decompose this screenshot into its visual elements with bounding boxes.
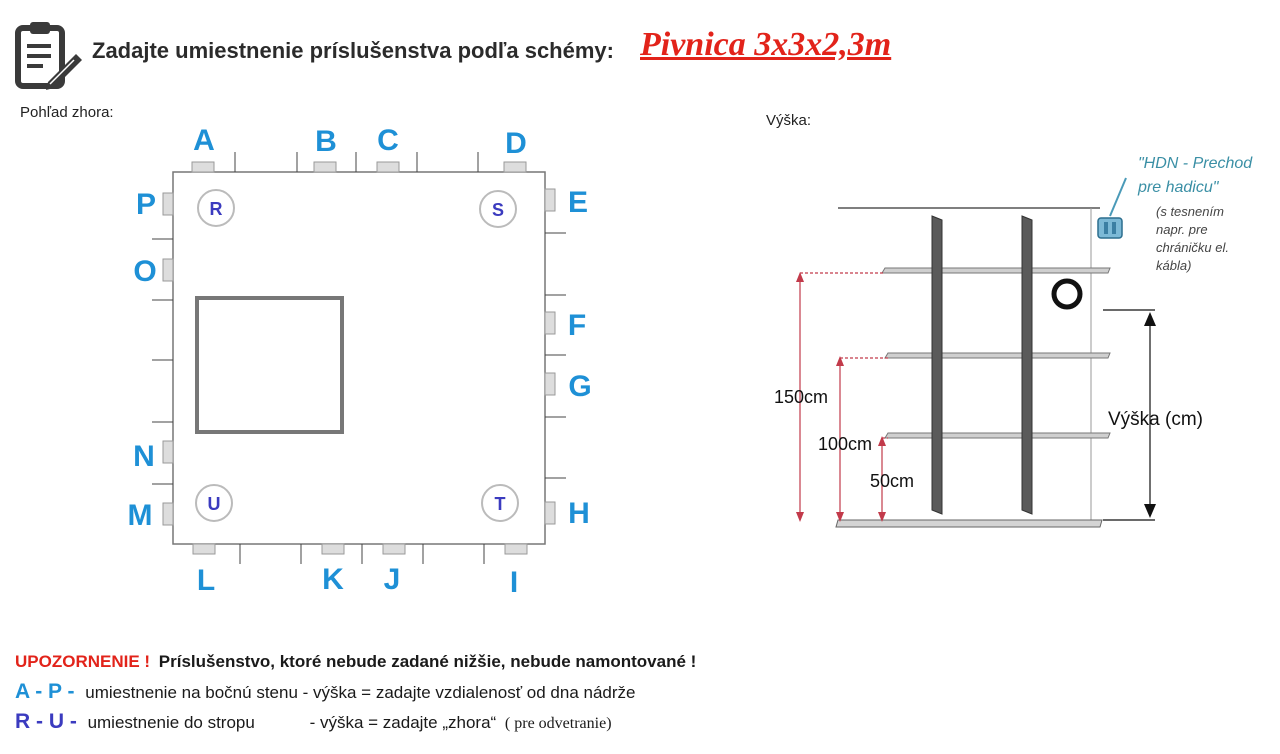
- stub-D: [504, 162, 526, 172]
- top-view-caption: Pohľad zhora:: [20, 104, 114, 121]
- hdn-connector-icon: [1098, 178, 1126, 238]
- stub-K: [322, 544, 344, 554]
- stub-L: [193, 544, 215, 554]
- top-view-diagram: [0, 0, 760, 620]
- stub-I: [505, 544, 527, 554]
- note-r-u-text-b: - výška = zadajte „zhora“: [309, 713, 497, 732]
- side-letter-J: J: [383, 563, 401, 596]
- stub-G: [545, 373, 555, 395]
- side-letter-M: M: [127, 499, 153, 532]
- side-letter-E: E: [567, 186, 589, 219]
- roof-letter-U: U: [207, 494, 221, 514]
- note-r-u-text-c: ( pre odvetranie): [504, 715, 612, 732]
- side-letter-A: A: [193, 124, 215, 157]
- note-r-u-text-a: umiestnenie do stropu: [87, 713, 255, 732]
- warning-row: [15, 652, 696, 672]
- note-row-a-p: [15, 680, 636, 704]
- note-row-r-u: [15, 710, 612, 734]
- side-letter-O: O: [133, 255, 157, 288]
- roof-letter-R: R: [209, 199, 223, 219]
- stub-P: [163, 193, 173, 215]
- page-subtitle: Pivnica 3x3x2,3m: [640, 26, 892, 63]
- stub-C: [377, 162, 399, 172]
- key-r-u: R - U -: [15, 710, 77, 733]
- label-50cm: 50cm: [870, 471, 915, 491]
- label-150cm: 150cm: [774, 387, 829, 407]
- note-a-p-text: umiestnenie na bočnú stenu - výška = zadajte vzdialenosť od dna nádrže: [85, 683, 636, 702]
- label-100cm: 100cm: [818, 434, 873, 454]
- note-line2: napr. pre: [1156, 222, 1208, 237]
- stub-J: [383, 544, 405, 554]
- side-letter-H: H: [568, 497, 590, 530]
- note-line4: kábla): [1156, 258, 1192, 273]
- side-letter-D: D: [505, 127, 527, 160]
- side-letter-F: F: [567, 309, 587, 342]
- hdn-label-line1: "HDN - Prechod: [1138, 155, 1253, 172]
- height-view-diagram: [760, 120, 1280, 550]
- stub-O: [163, 259, 173, 281]
- stub-H: [545, 502, 555, 524]
- roof-letter-T: T: [494, 494, 506, 514]
- hdn-label-line2: pre hadicu": [1138, 179, 1219, 196]
- stub-N: [163, 441, 173, 463]
- roof-letter-S: S: [491, 200, 505, 220]
- height-view-caption: Výška:: [766, 112, 812, 129]
- side-letter-K: K: [322, 563, 344, 596]
- warning-text: Príslušenstvo, ktoré nebude zadané nižšie, nebude namontované !: [158, 652, 697, 671]
- stub-F: [545, 312, 555, 334]
- side-letter-G: G: [568, 370, 592, 403]
- side-letter-P: P: [135, 188, 157, 221]
- label-vyska-cm: Výška (cm): [1108, 409, 1203, 430]
- side-letter-N: N: [133, 440, 155, 473]
- stub-M: [163, 503, 173, 525]
- side-letter-L: L: [196, 564, 216, 597]
- side-letter-C: C: [377, 124, 399, 157]
- side-letter-I: I: [509, 566, 519, 599]
- key-a-p: A - P -: [15, 680, 75, 703]
- warning-label: UPOZORNENIE !: [15, 652, 151, 671]
- side-letter-B: B: [315, 125, 337, 158]
- stub-E: [545, 189, 555, 211]
- note-line1: (s tesnením: [1156, 204, 1224, 219]
- note-line3: chráničku el.: [1156, 240, 1229, 255]
- stub-B: [314, 162, 336, 172]
- stub-A: [192, 162, 214, 172]
- page-title: Zadajte umiestnenie príslušenstva podľa schémy:: [92, 38, 614, 63]
- pipe-ring: [1054, 281, 1080, 307]
